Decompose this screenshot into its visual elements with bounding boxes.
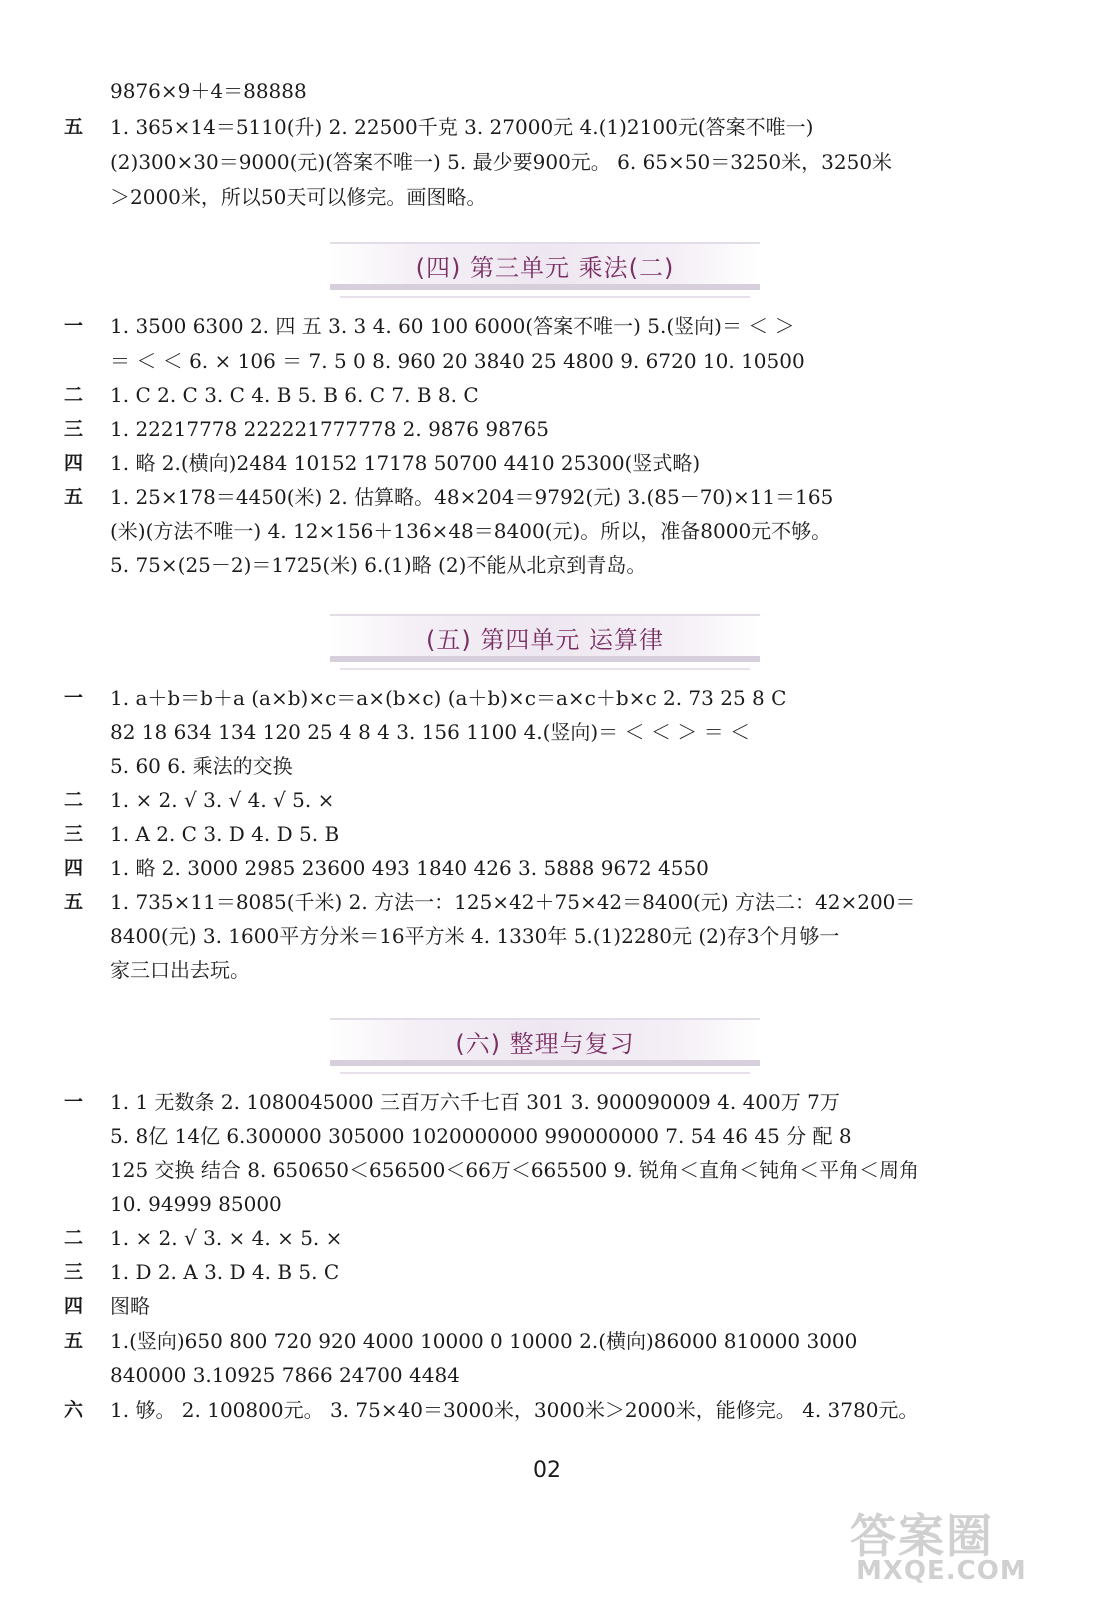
s6-part-2: 二 1. × 2. √ 3. × 4. × 5. × [0, 1221, 1094, 1255]
s5-line-9: 家三口出去玩。 [110, 958, 250, 982]
s6-part-5: 五 1.(竖向)650 800 720 920 4000 10000 0 10000 2.(横向)86000 810000 3000 [0, 1324, 1094, 1358]
watermark-top: 答案圈 [850, 1509, 994, 1563]
s6-part-6: 六 1. 够。 2. 100800元。 3. 75×40＝3000米，3000米＞2000米，能修完。 4. 3780元。 [0, 1393, 1094, 1427]
part-label: 三 [64, 1261, 84, 1283]
part-label: 五 [64, 116, 84, 138]
s4-line-2: ＝ ＜ ＜ 6. × 106 ＝ 7. 5 0 8. 960 20 3840 25 4800 9. 6720 10. 10500 [110, 349, 805, 373]
s4-part-3: 三 1. 22217778 222221777778 2. 9876 98765 [0, 412, 1094, 446]
part-label: 二 [64, 384, 84, 406]
s5-part-3: 三 1. A 2. C 3. D 4. D 5. B [0, 817, 1094, 851]
s4-line-7: (米)(方法不唯一) 4. 12×156＋136×48＝8400(元)。所以，准备8000元不够。 [110, 519, 832, 543]
s6-part-4: 四 图略 [0, 1289, 1094, 1323]
section-title-5: (五) 第四单元 运算律 [330, 614, 760, 662]
section-title-6: (六) 整理与复习 [330, 1018, 760, 1066]
part-label: 三 [64, 418, 84, 440]
s6-part-3: 三 1. D 2. A 3. D 4. B 5. C [0, 1255, 1094, 1289]
s6-line-2: 5. 8亿 14亿 6.300000 305000 1020000000 990000000 7. 54 46 45 分 配 8 [110, 1124, 852, 1148]
s5-part-4: 四 1. 略 2. 3000 2985 23600 493 1840 426 3. 5888 9672 4550 [0, 851, 1094, 885]
s4-line-8: 5. 75×(25－2)＝1725(米) 6.(1)略 (2)不能从北京到青岛。 [110, 553, 647, 577]
s5-line-2: 82 18 634 134 120 25 4 8 4 3. 156 1100 4.(竖向)＝ ＜ ＜ ＞ ＝ ＜ [110, 720, 750, 744]
s3-line-2: (2)300×30＝9000(元)(答案不唯一) 5. 最少要900元。 6. 65×50＝3250米，3250米 [110, 150, 893, 174]
s4-part-5: 五 1. 25×178＝4450(米) 2. 估算略。48×204＝9792(元) 3.(85－70)×11＝165 [0, 480, 1094, 514]
part-label: 四 [64, 452, 84, 474]
s5-part-5: 五 1. 735×11＝8085(千米) 2. 方法一：125×42＋75×42＝8400(元) 方法二：42×200＝ [0, 885, 1094, 919]
part-label: 一 [64, 315, 84, 337]
watermark-bottom: MXQE.COM [856, 1556, 1027, 1586]
part-label: 二 [64, 1227, 84, 1249]
s6-line-9: 840000 3.10925 7866 24700 4484 [110, 1363, 460, 1387]
s6-line-3: 125 交换 结合 8. 650650＜656500＜66万＜665500 9. 锐角＜直角＜钝角＜平角＜周角 [110, 1158, 919, 1182]
page-number: 02 [533, 1458, 561, 1483]
s4-part-1: 一 1. 3500 6300 2. 四 五 3. 3 4. 60 100 6000(答案不唯一) 5.(竖向)＝ ＜ ＞ [0, 309, 1094, 343]
s3-part-5: 五 1. 365×14＝5110(升) 2. 22500千克 3. 27000元 4.(1)2100元(答案不唯一) [0, 110, 1094, 144]
part-label: 一 [64, 687, 84, 709]
s5-part-2: 二 1. × 2. √ 3. √ 4. √ 5. × [0, 783, 1094, 817]
section-title-4: (四) 第三单元 乘法(二) [330, 242, 760, 290]
part-label: 六 [64, 1399, 84, 1421]
s3-line-0: 9876×9＋4＝88888 [110, 79, 307, 103]
part-label: 三 [64, 823, 84, 845]
s5-line-3: 5. 60 6. 乘法的交换 [110, 754, 293, 778]
part-label: 四 [64, 1295, 84, 1317]
part-label: 四 [64, 857, 84, 879]
watermark-logo [850, 1500, 1060, 1590]
s6-line-4: 10. 94999 85000 [110, 1192, 282, 1216]
s5-line-8: 8400(元) 3. 1600平方分米＝16平方米 4. 1330年 5.(1)2280元 (2)存3个月够一 [110, 924, 840, 948]
part-label: 二 [64, 789, 84, 811]
s4-part-2: 二 1. C 2. C 3. C 4. B 5. B 6. C 7. B 8. C [0, 378, 1094, 412]
s4-part-4: 四 1. 略 2.(横向)2484 10152 17178 50700 4410 25300(竖式略) [0, 446, 1094, 480]
part-label: 五 [64, 486, 84, 508]
s3-line-3: ＞2000米，所以50天可以修完。画图略。 [110, 185, 487, 209]
part-label: 五 [64, 1330, 84, 1352]
s5-part-1: 一 1. a＋b＝b＋a (a×b)×c＝a×(b×c) (a＋b)×c＝a×c＋b×c 2. 73 25 8 C [0, 681, 1094, 715]
part-label: 五 [64, 891, 84, 913]
s6-part-1: 一 1. 1 无数条 2. 1080045000 三百万六千七百 301 3. 900090009 4. 400万 7万 [0, 1085, 1094, 1119]
part-label: 一 [64, 1091, 84, 1113]
